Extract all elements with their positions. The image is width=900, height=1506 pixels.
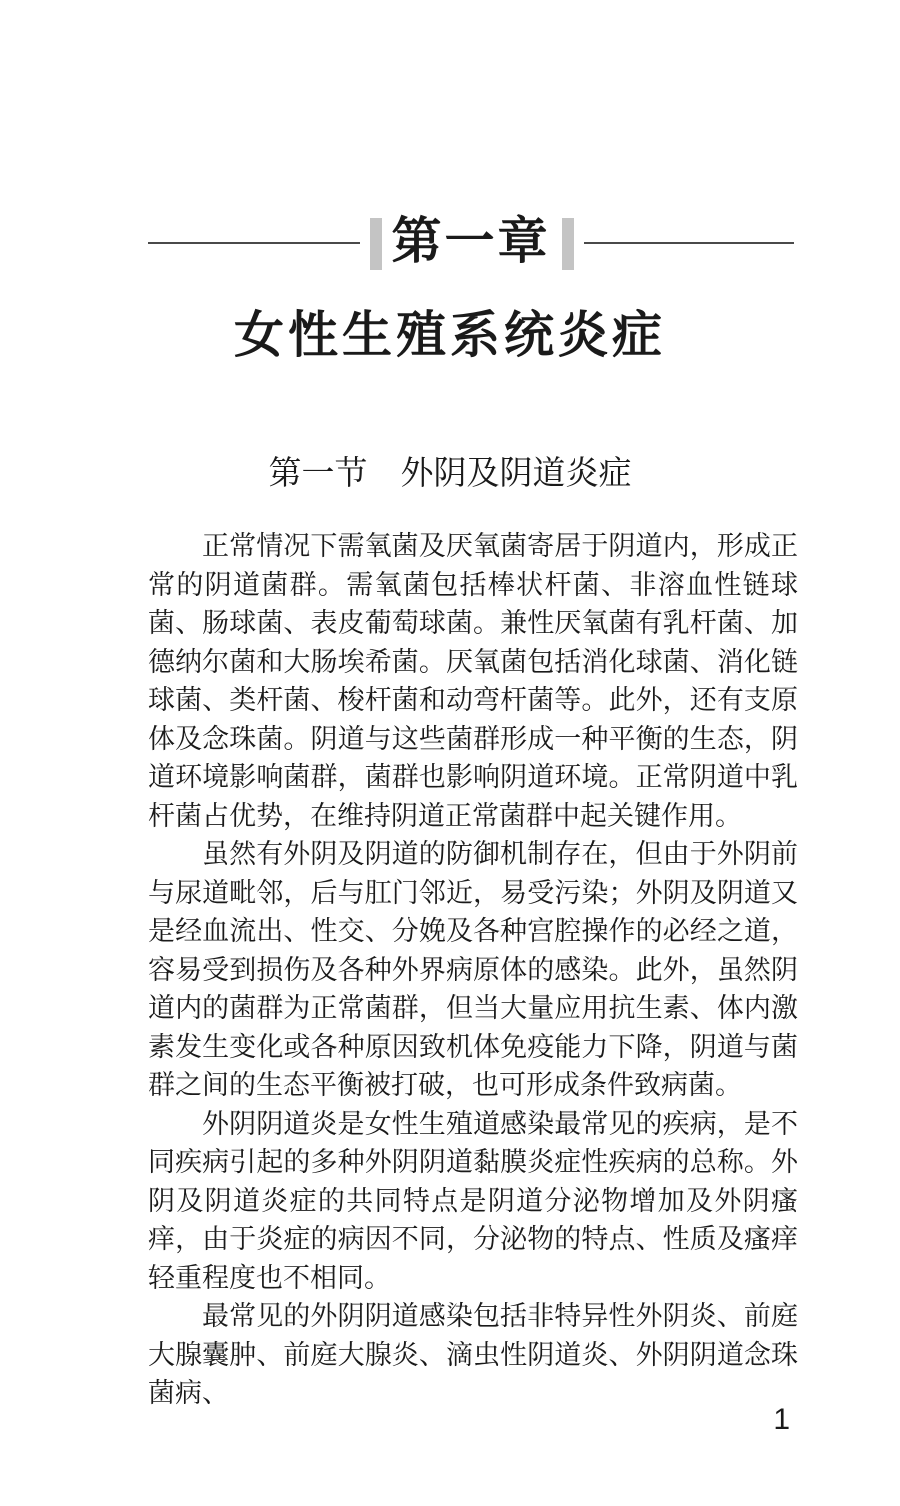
body-text [148,528,798,1414]
paragraph: 正常情况下需氧菌及厌氧菌寄居于阴道内，形成正常的阴道菌群。需氧菌包括棒状杆菌、非溶血性链球菌、肠球菌、表皮葡萄球菌。兼性厌氧菌有乳杆菌、加德纳尔菌和大肠埃希菌。厌氧菌包括消化球菌、消化链球菌、类杆菌、梭杆菌和动弯杆菌等。此外，还有支原体及念珠菌。阴道与这些菌群形成一种平衡的生态，阴道环境影响菌群，菌群也影响阴道环境。正常阴道中乳杆菌占优势，在维持阴道正常菌群中起关键作用。 [148,531,798,832]
left-rule [148,242,360,244]
left-bar [370,218,382,270]
chapter-title: 女性生殖系统炎症 [234,305,666,364]
chapter-header [148,210,794,272]
paragraph: 最常见的外阴阴道感染包括非特异性外阴炎、前庭大腺囊肿、前庭大腺炎、滴虫性阴道炎、外阴阴道念珠菌病、 [148,1301,798,1409]
section-title: 第一节 外阴及阴道炎症 [268,453,632,492]
chapter-number: 第一章 [391,211,551,270]
right-rule [584,242,794,244]
paragraph: 虽然有外阴及阴道的防御机制存在，但由于外阴前与尿道毗邻，后与肛门邻近，易受污染；外阴及阴道又是经血流出、性交、分娩及各种宫腔操作的必经之道，容易受到损伤及各种外界病原体的感染。此外，虽然阴道内的菌群为正常菌群，但当大量应用抗生素、体内激素发生变化或各种原因致机体免疫能力下降，阴道与菌群之间的生态平衡被打破，也可形成条件致病菌。 [148,839,798,1101]
page-number: 1 [773,1403,790,1436]
paragraph: 外阴阴道炎是女性生殖道感染最常见的疾病，是不同疾病引起的多种外阴阴道黏膜炎症性疾病的总称。外阴及阴道炎症的共同特点是阴道分泌物增加及外阴瘙痒，由于炎症的病因不同，分泌物的特点、性质及瘙痒轻重程度也不相同。 [148,1108,798,1294]
right-bar [562,218,574,270]
